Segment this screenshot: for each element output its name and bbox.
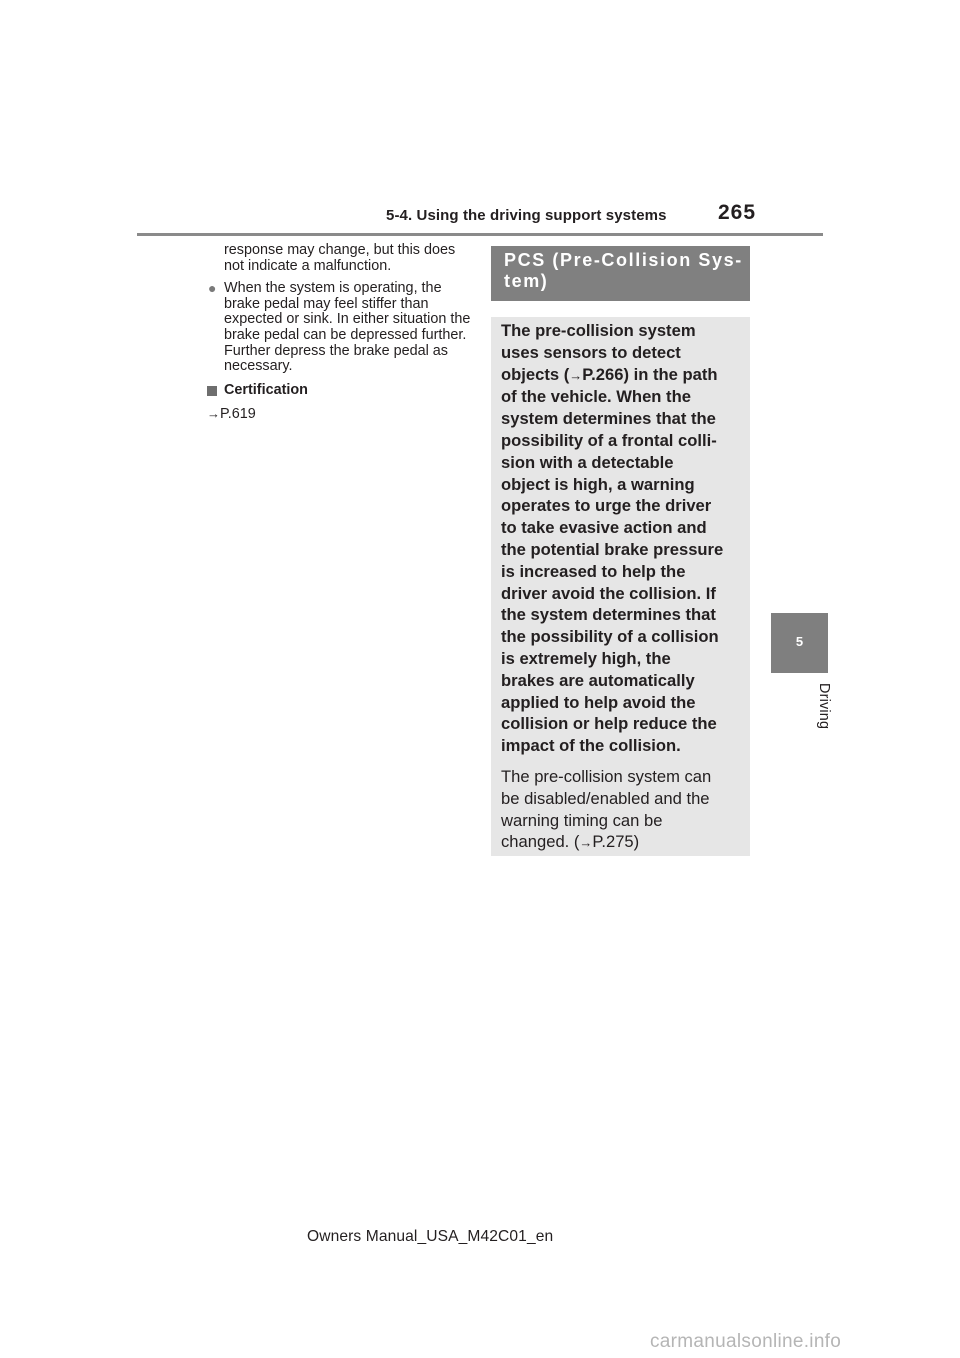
pcs-bold-line: uses sensors to detect — [501, 342, 681, 362]
pcs-normal-line: changed. ( — [501, 832, 580, 852]
arrow-icon: → — [569, 367, 583, 383]
pcs-page-ref-275[interactable]: P.275) — [592, 832, 640, 852]
header-divider — [137, 233, 823, 236]
pcs-bold-line: operates to urge the driver — [501, 496, 712, 516]
pcs-page-ref-266[interactable]: P.266) in the path — [582, 364, 718, 384]
pcs-title-banner — [491, 246, 750, 301]
pcs-normal-line-with-ref — [501, 831, 744, 854]
bullet-text: When the system is operating, the brake pedal may feel stiffer than expected or sink. In either situation the brake pedal can be depressed further. Further depress the brake pedal as necessary. — [224, 280, 471, 375]
pcs-summary-box — [491, 317, 750, 856]
pcs-bold-line: impact of the collision. — [501, 736, 681, 756]
certification-reference[interactable] — [207, 406, 472, 423]
pcs-bold-line: collision or help reduce the — [501, 714, 717, 734]
pcs-bold-line: the system determines that — [501, 605, 716, 625]
pcs-summary-content — [501, 320, 744, 854]
chapter-label: Driving — [816, 683, 832, 730]
left-column — [207, 243, 472, 423]
continuation-paragraph: response may change, but this does not indicate a malfunction. — [224, 242, 456, 274]
arrow-icon: → — [579, 835, 593, 851]
pcs-normal-paragraph — [501, 766, 744, 854]
pcs-bold-line: objects ( — [501, 364, 570, 384]
pcs-bold-line: the potential brake pressure — [501, 539, 724, 559]
pcs-bold-line: system determines that the — [501, 409, 716, 429]
pcs-title-line-2: tem) — [504, 271, 549, 291]
certification-heading — [207, 383, 472, 399]
pcs-normal-line: The pre-collision system can — [501, 766, 712, 786]
page-number: 265 — [718, 201, 757, 224]
pcs-normal-line: warning timing can be — [501, 810, 663, 830]
pcs-bold-line: is extremely high, the — [501, 648, 671, 668]
pcs-normal-line: be disabled/enabled and the — [501, 788, 710, 808]
arrow-icon: → — [207, 406, 220, 422]
bullet-dot-icon: ● — [208, 280, 217, 297]
pcs-bold-line: The pre-collision system — [501, 321, 696, 340]
certification-heading-text: Certification — [224, 381, 308, 398]
footer-manual-name: Owners Manual_USA_M42C01_en — [307, 1228, 554, 1245]
bullet-item — [207, 281, 472, 375]
pcs-bold-line-with-ref — [501, 364, 744, 387]
pcs-bold-line: possibility of a frontal colli- — [501, 430, 717, 450]
pcs-bold-line: is increased to help the — [501, 561, 686, 581]
pcs-bold-line: applied to help avoid the — [501, 692, 696, 712]
certification-page-ref[interactable]: P.619 — [220, 406, 256, 423]
pcs-bold-line: the possibility of a collision — [501, 627, 719, 647]
pcs-bold-line: of the vehicle. When the — [501, 387, 691, 407]
pcs-bold-paragraph — [501, 320, 744, 757]
pcs-bold-line: object is high, a warning — [501, 474, 695, 494]
pcs-bold-line: to take evasive action and — [501, 518, 707, 538]
watermark: carmanualsonline.info — [650, 1331, 842, 1352]
section-title: 5-4. Using the driving support systems — [386, 207, 667, 224]
pcs-bold-line: driver avoid the collision. If — [501, 583, 716, 603]
pcs-bold-line: sion with a detectable — [501, 452, 674, 472]
chapter-tab[interactable] — [771, 613, 828, 673]
pcs-title — [504, 250, 746, 292]
pcs-bold-line: brakes are automatically — [501, 670, 695, 690]
square-bullet-icon — [207, 386, 217, 396]
chapter-number: 5 — [795, 634, 804, 649]
pcs-title-line-1: PCS (Pre-Collision Sys- — [504, 250, 743, 270]
